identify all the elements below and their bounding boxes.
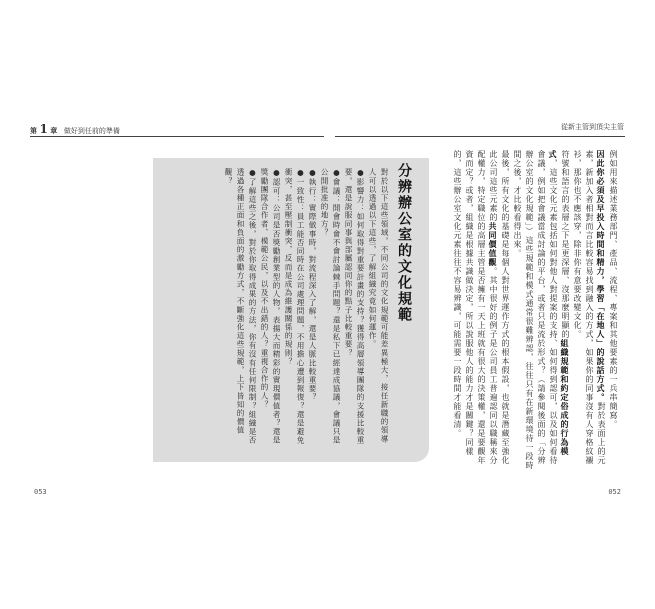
sidebar-title: 分辨辦公室的文化規範 [396, 163, 412, 323]
body-paragraph: 因此你必須及早投入時間和精力，學習「在地人」的說話方式。對於表面上的元素，新加入者相對而言比較容易找到融入的方式，如果你的同事沒有人穿格紋襯衫，那你也不應該穿，除非你有意要改變文化。 [573, 150, 606, 465]
page-number-left: 053 [34, 488, 47, 496]
sidebar-item: ●影響力：如何取得對重要計畫的支持？獲得高層領導團隊的支援比較重要，還是說服同事與部屬認同你的點子比較重要？ [344, 168, 365, 445]
chapter-label: 第 1 章 [30, 122, 58, 136]
chapter-title: 做好到任前的準備 [63, 127, 120, 135]
body-paragraph: 最後，所有文化的基礎是每個人對世界運作方式的根本假設，也就是潛藏至強化此公司這些元素的共同價值觀。其中很好的例子是公司員工普遍認同以職稱來分配權力，特定職位的高層主管是否擁有一天上班就有很大的決策權，還是要觀年資而定？或者，組織是根據共識做決定，所以說服他人的能力才是關鍵？同樣的，這些辦公室文化元素往往不容易辨識，可能需要一段時間才能看清。 [453, 150, 510, 465]
sidebar-intro: 對於以下這些領域，不同公司的文化規範可能差異極大，接任新職的領導人可以透過以下這些，了解組織究竟如何運作。 [368, 168, 389, 444]
running-header-right: 從新主管到頂尖主管 [561, 123, 624, 131]
sidebar-body [164, 168, 390, 450]
emphasis-text: 共同價值觀 [488, 222, 498, 267]
running-header-left [30, 122, 120, 136]
sidebar-item: ●了解這些之後，對於你取得成果的方法，你有沒有任何限制？組織是否透過各種正面和負面的激勵方式，不斷強化這些規範，上下皆知的價值觀？ [224, 168, 257, 445]
sidebar-item: ●執行：實際做事時，對流程深入了解，還是人脈比較重要？ [308, 168, 317, 402]
emphasis-text: 組織規範和約定俗成的行為模式 [548, 150, 570, 456]
page-number-right: 052 [608, 488, 621, 496]
body-paragraph: 符號和語言的表層之下是更深層、沒那麼明顯的組織規範和約定俗成的行為模式，這些文化元素包括如何對他人對提案的支持、如何得到認可，以及如何看待會議，例如把會議當成討論的平台，或者只是流於形式？（請參閱後面的「分辨辦公室的文化規範」）這些規範和模式通常很難辨認，往往只有在新環境待一段時間之後，才比較看得出來。 [513, 150, 570, 470]
emphasis-text: 因此你必須及早投入時間和精力，學習「在地人」的說話方式。 [596, 150, 606, 402]
sidebar-item: ●一致性：員工能否同時在公司處理問題，不用擔心遭到報復？還是避免衝突，甚至壓制衝突，反而是成為維護關係的規則？ [284, 168, 305, 445]
sidebar-item: ●認可：公司是否獎勵創業型的人物，表揚大而精彩的實現價值者？還是獎勵團隊合作者、模範公民，以及不出錯的人？重視合作的人？ [260, 168, 281, 445]
sidebar-item: ●會議：開會時會不會討論棘手問題？還是私下已經達成協議，會議只是公開批准的地方？ [320, 168, 341, 445]
right-page-body [433, 150, 619, 472]
body-paragraph: 例如用來描述業務部門、產品、流程、專案和其他要素的一兵串簡寫。 [609, 150, 618, 429]
header-rule-right [335, 136, 625, 137]
header-rule-left [30, 136, 324, 137]
